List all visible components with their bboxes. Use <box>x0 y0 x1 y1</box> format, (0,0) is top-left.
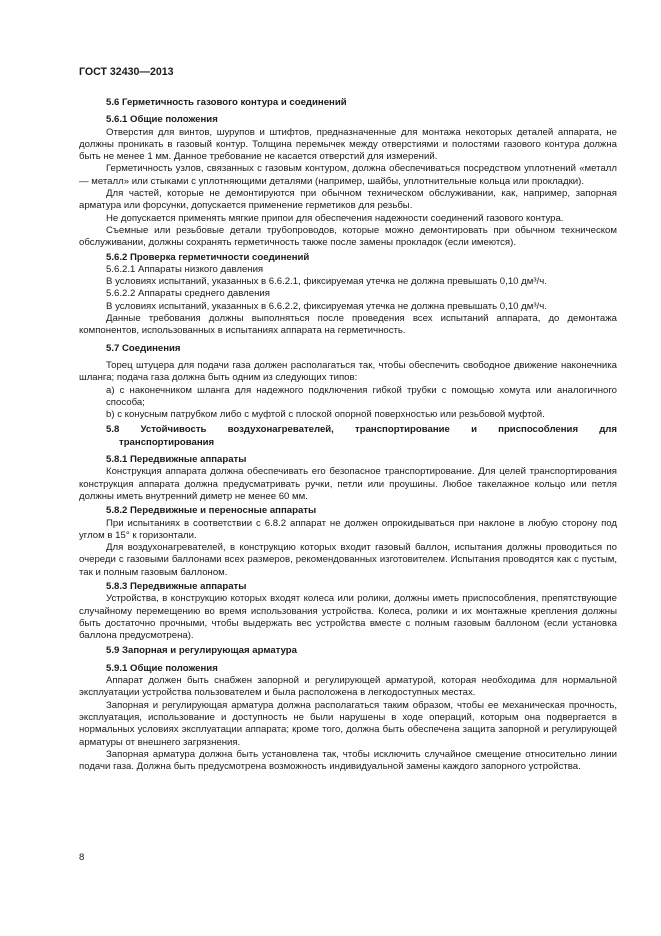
subsection-heading: 5.6.2 Проверка герметичности соединений <box>106 251 310 263</box>
sub-item-heading: 5.6.2.1 Аппараты низкого давления <box>106 263 264 275</box>
section-heading: 5.7 Соединения <box>106 342 181 354</box>
list-item: a) с наконечником шланга для надежного подключения гибкой трубки с помощью хомута или аналогичного способа; <box>106 384 617 408</box>
page-number: 8 <box>79 852 85 863</box>
section-heading: 5.9.1 Общие положения <box>106 662 218 674</box>
paragraph: Устройства, в конструкцию которых входят колеса или ролики, должны иметь приспособления, препятствующие случайному перемещению во время использования устройства. Колеса, ролики и их монтажные крепления должны быть достаточно прочными, чтобы выдержать вес устройства вместе с полным газовым баллоном (если установка баллона предусмотрена). <box>79 593 617 642</box>
paragraph: При испытаниях в соответствии с 6.8.2 аппарат не должен опрокидываться при наклоне в любую сторону под углом в 15° к горизонтали. <box>79 517 617 541</box>
list-item: b) с конусным патрубком либо с муфтой с плоской опорной поверхностью или резьбовой муфтой. <box>106 409 545 421</box>
section-heading-continued: транспортирования <box>119 436 215 448</box>
paragraph: Для частей, которые не демонтируются при обычном техническом обслуживании, как, например, запорная арматура или форсунки, допускается применение герметиков для резьбы. <box>79 188 617 212</box>
paragraph: Для воздухонагревателей, в конструкцию которых входит газовый баллон, испытания должны проводиться по очереди с газовыми баллонами всех размеров, рекомендованных изготовителем. Испытания проводятся как с пустым, так и полным газовым баллоном. <box>79 542 617 578</box>
section-heading: 5.8.1 Передвижные аппараты <box>106 454 247 466</box>
document-body <box>79 97 617 773</box>
paragraph: Не допускается применять мягкие припои для обеспечения надежности соединений газового контура. <box>106 212 564 224</box>
section-heading: 5.6.1 Общие положения <box>106 114 218 126</box>
paragraph: Конструкция аппарата должна обеспечивать его безопасное транспортирование. Для целей транспортирования конструкция аппарата должна предусматривать ручки, петли или проушины. Любое такелажное кольцо или петля должны иметь внутренний диметр не менее 60 мм. <box>79 466 617 502</box>
document-header: ГОСТ 32430—2013 <box>79 66 174 78</box>
subsection-heading: 5.8.2 Передвижные и переносные аппараты <box>106 505 317 517</box>
section-heading: 5.8 Устойчивость воздухонагревателей, транспортирование и приспособления для <box>106 424 617 436</box>
paragraph: Запорная и регулирующая арматура должна располагаться таким образом, чтобы ее механическая прочность, эксплуатация, использование и доступность не были нарушены в ходе операций, которым она подвергается в нормальных условиях эксплуатации аппарата; кроме того, должна быть обеспечена защита запорной и регулирующей арматуры от внешнего загрязнения. <box>79 699 617 748</box>
paragraph: Запорная арматура должна быть установлена так, чтобы исключить случайное смещение относительно линии подачи газа. Должна быть предусмотрена возможность индивидуальной замены каждого запорного устройства. <box>79 748 617 773</box>
section-heading: 5.9 Запорная и регулирующая арматура <box>106 645 298 657</box>
section-heading: 5.6 Герметичность газового контура и соединений <box>106 97 347 108</box>
paragraph: Данные требования должны выполняться после проведения всех испытаний аппарата, до демонтажа компонентов, использованных в испытаниях аппарата на герметичность. <box>79 313 617 337</box>
paragraph: Съемные или резьбовые детали трубопроводов, которые можно демонтировать при обычном техническом обслуживании, должны сохранять герметичность также после замены прокладок (если имеются). <box>79 224 617 249</box>
paragraph: В условиях испытаний, указанных в 6.6.2.1, фиксируемая утечка не должна превышать 0,10 дм³/ч. <box>106 276 547 288</box>
subsection-heading: 5.8.3 Передвижные аппараты <box>106 580 247 592</box>
paragraph: В условиях испытаний, указанных в 6.6.2.2, фиксируемая утечка не должна превышать 0,10 дм³/ч. <box>106 300 547 312</box>
paragraph: Герметичность узлов, связанных с газовым контуром, должна обеспечиваться посредством уплотнений «металл — металл» или стыками с уплотняющими деталями (например, шайбы, уплотнительные кольца или прокладки). <box>79 163 617 187</box>
paragraph: Отверстия для винтов, шурупов и штифтов, предназначенные для монтажа некоторых деталей аппарата, не должны проникать в газовый контур. Толщина перемычек между отверстиями и полостями газового контура должна быть не менее 1 мм. Данное требование не касается отверстий для измерений. <box>79 126 617 163</box>
paragraph: Аппарат должен быть снабжен запорной и регулирующей арматурой, которая необходима для нормальной эксплуатации устройства пользователем и была расположена в легкодоступных местах. <box>79 675 617 699</box>
sub-item-heading: 5.6.2.2 Аппараты среднего давления <box>106 288 270 300</box>
paragraph: Торец штуцера для подачи газа должен располагаться так, чтобы обеспечить свободное движение наконечника шланга; подача газа должна быть одним из следующих типов: <box>79 359 617 384</box>
